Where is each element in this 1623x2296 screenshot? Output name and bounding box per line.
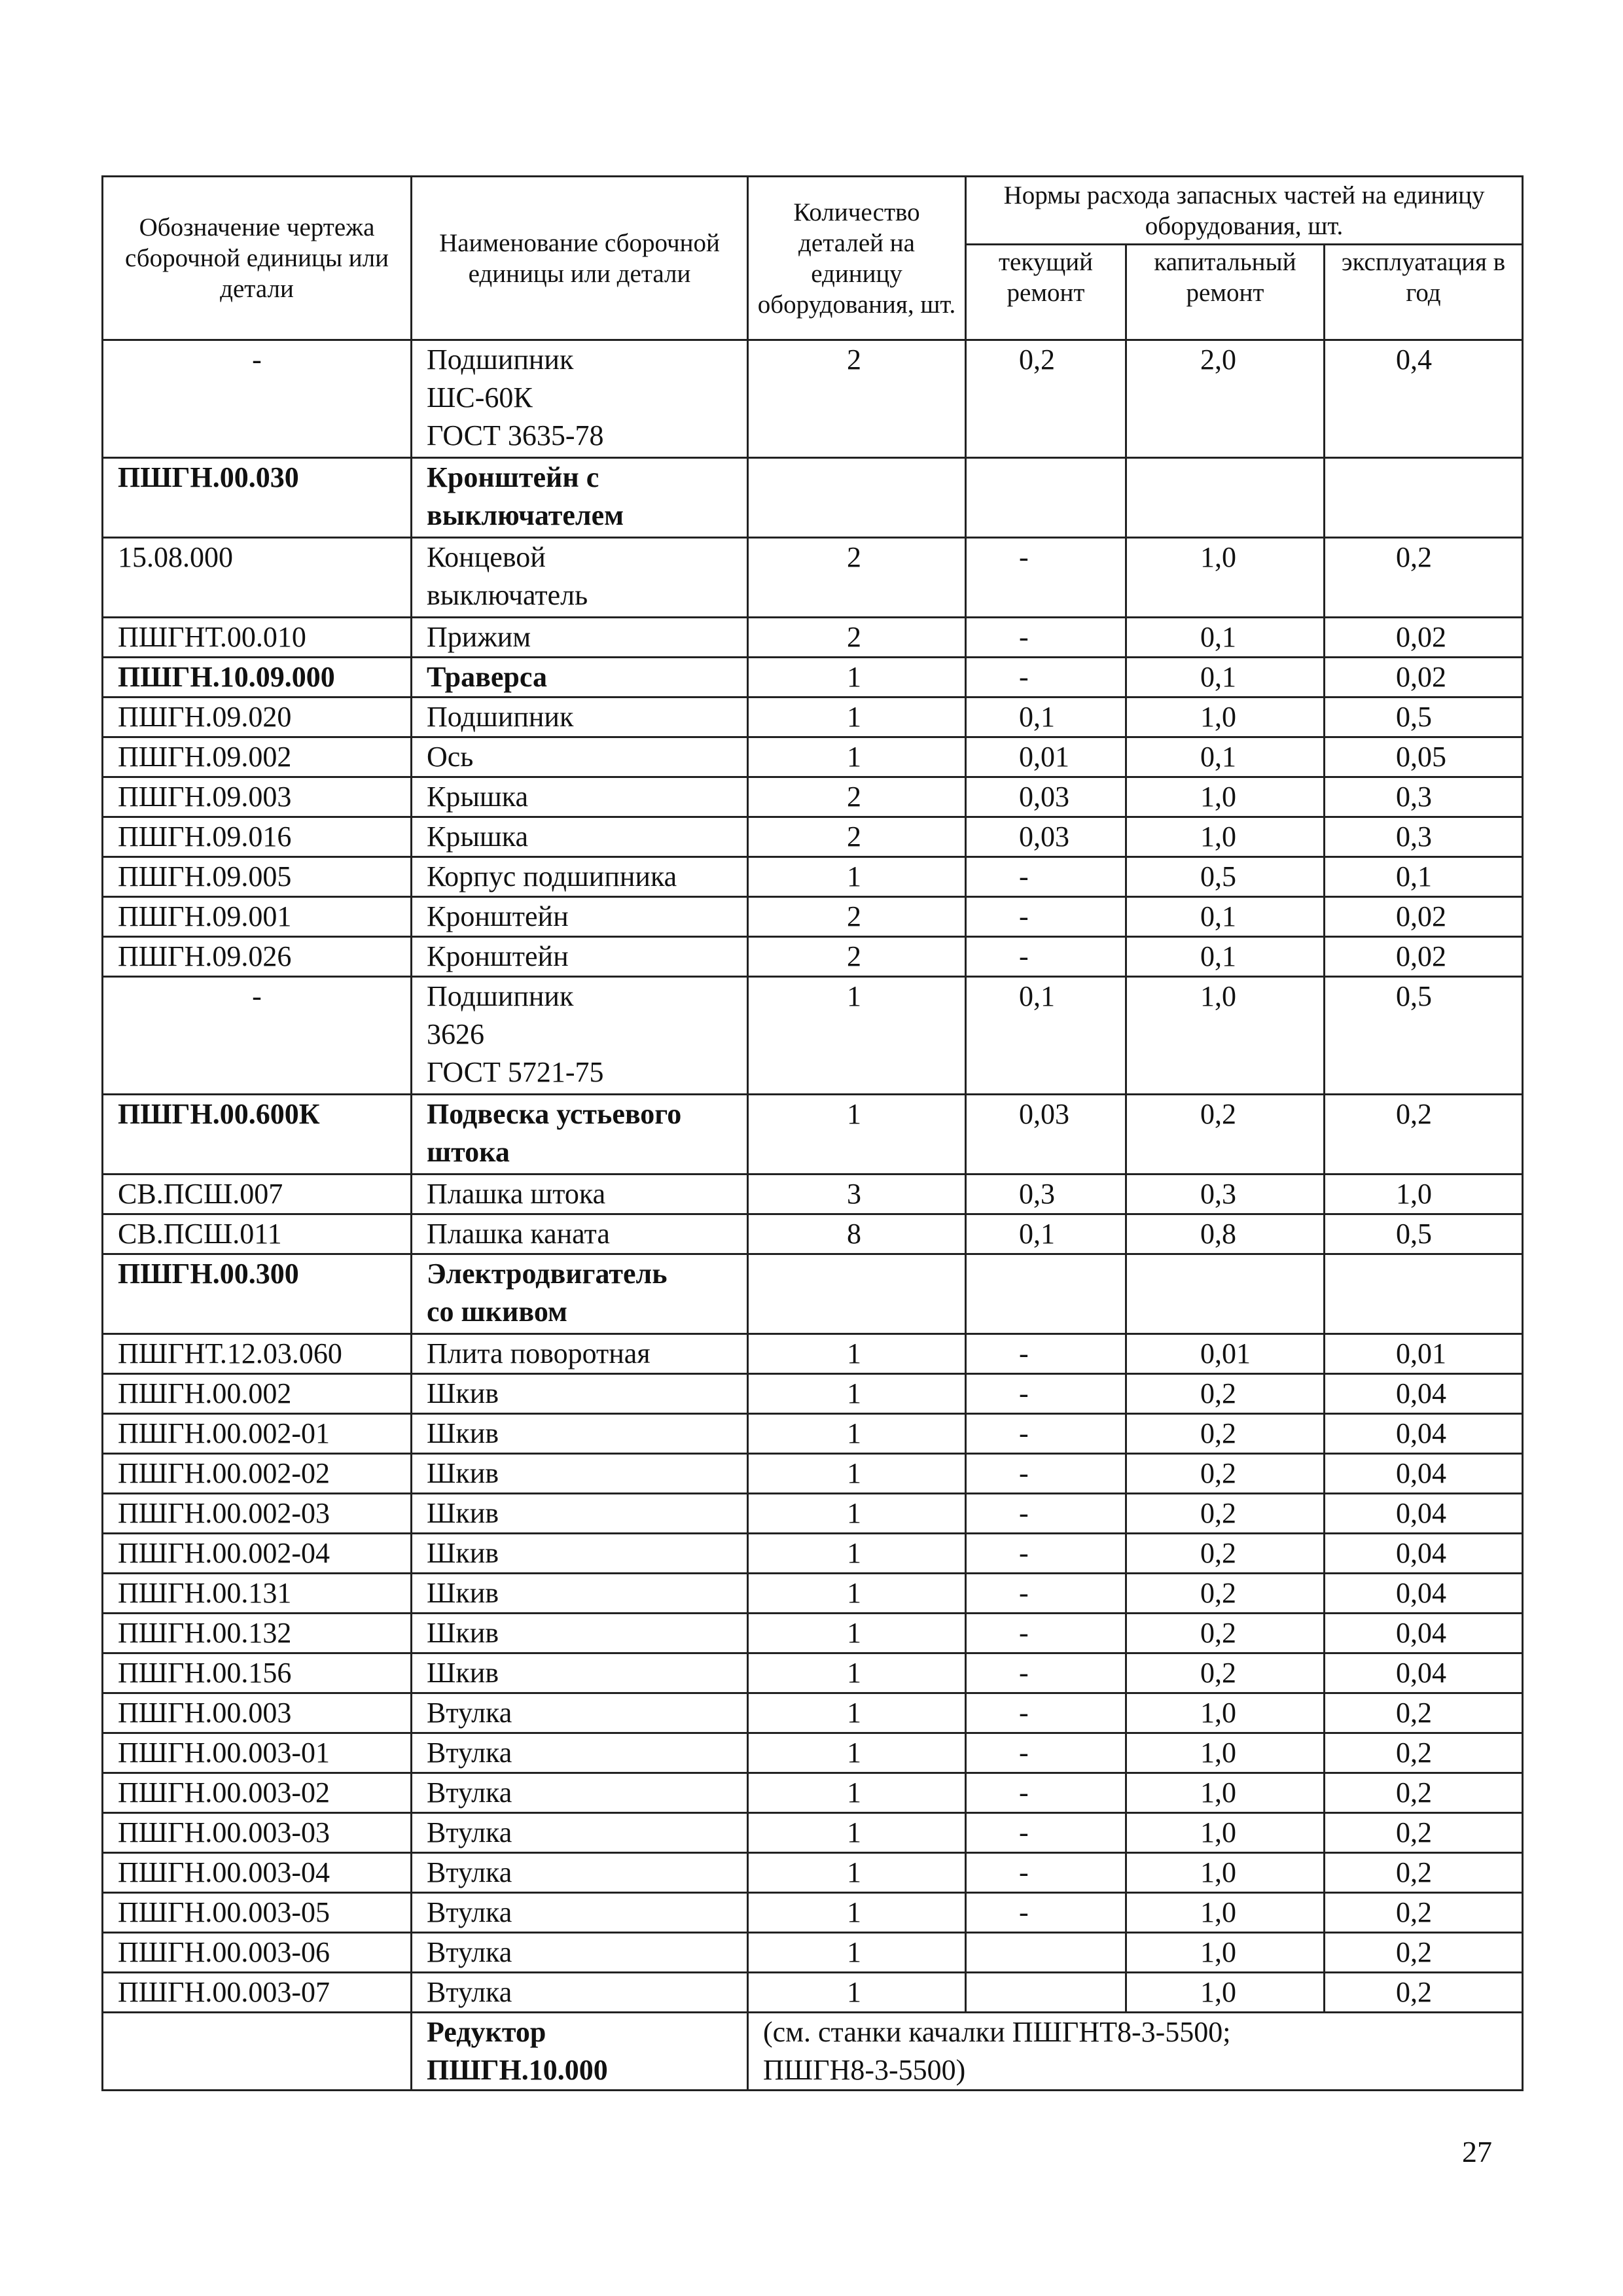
cell-code: - xyxy=(103,340,412,458)
table-footer-body xyxy=(103,2013,1523,2091)
cell-name: Шкив xyxy=(412,1574,748,1614)
cell-operation-per-year: 0,3 xyxy=(1325,817,1523,857)
cell-quantity: 1 xyxy=(748,1614,966,1653)
cell-note: (см. станки качалки ПШГНТ8-3-5500; ПШГН8-3-5500) xyxy=(748,2013,1523,2091)
cell-capital-repair: 1,0 xyxy=(1126,1933,1325,1973)
cell-operation-per-year: 0,04 xyxy=(1325,1374,1523,1414)
cell-name: Подшипник xyxy=(412,698,748,737)
cell-code: ПШГНТ.00.010 xyxy=(103,618,412,658)
cell-name: Втулка xyxy=(412,1813,748,1853)
cell-name: Концевой выключатель xyxy=(412,538,748,618)
cell-capital-repair xyxy=(1126,458,1325,538)
cell-name: Крышка xyxy=(412,817,748,857)
cell-name: Шкив xyxy=(412,1374,748,1414)
cell-quantity: 1 xyxy=(748,1494,966,1534)
cell-code: ПШГН.10.09.000 xyxy=(103,658,412,698)
cell-quantity: 1 xyxy=(748,857,966,897)
spare-parts-table xyxy=(101,175,1524,2091)
cell-operation-per-year: 0,2 xyxy=(1325,1693,1523,1733)
cell-name: Плашка каната xyxy=(412,1214,748,1254)
cell-quantity: 1 xyxy=(748,1893,966,1933)
cell-code: ПШГН.00.003 xyxy=(103,1693,412,1733)
header-designation: Обозначение чертежа сборочной единицы или детали xyxy=(103,177,412,340)
cell-quantity: 1 xyxy=(748,1733,966,1773)
cell-code: ПШГН.00.002-02 xyxy=(103,1454,412,1494)
table-row xyxy=(103,737,1523,777)
header-name: Наименование сборочной единицы или детали xyxy=(412,177,748,340)
cell-quantity: 1 xyxy=(748,1374,966,1414)
table-row xyxy=(103,1334,1523,1374)
cell-current-repair: - xyxy=(966,1853,1126,1893)
cell-capital-repair: 1,0 xyxy=(1126,1893,1325,1933)
cell-current-repair: - xyxy=(966,618,1126,658)
cell-current-repair: - xyxy=(966,937,1126,977)
cell-quantity: 1 xyxy=(748,977,966,1095)
cell-operation-per-year: 0,3 xyxy=(1325,777,1523,817)
cell-operation-per-year: 0,04 xyxy=(1325,1494,1523,1534)
cell-code xyxy=(103,2013,412,2091)
cell-code: ПШГН.00.003-07 xyxy=(103,1973,412,2013)
table-row xyxy=(103,817,1523,857)
cell-current-repair: 0,1 xyxy=(966,698,1126,737)
cell-name: Корпус подшипника xyxy=(412,857,748,897)
cell-operation-per-year xyxy=(1325,1254,1523,1334)
cell-capital-repair: 0,2 xyxy=(1126,1534,1325,1574)
cell-quantity: 1 xyxy=(748,1414,966,1454)
cell-quantity: 1 xyxy=(748,658,966,698)
cell-operation-per-year: 0,02 xyxy=(1325,937,1523,977)
cell-quantity: 1 xyxy=(748,698,966,737)
cell-capital-repair: 0,2 xyxy=(1126,1454,1325,1494)
cell-quantity: 1 xyxy=(748,1095,966,1174)
cell-current-repair: 0,03 xyxy=(966,777,1126,817)
cell-capital-repair: 1,0 xyxy=(1126,698,1325,737)
cell-capital-repair: 0,2 xyxy=(1126,1494,1325,1534)
cell-capital-repair: 1,0 xyxy=(1126,1813,1325,1853)
cell-capital-repair: 2,0 xyxy=(1126,340,1325,458)
cell-operation-per-year: 0,04 xyxy=(1325,1414,1523,1454)
cell-quantity xyxy=(748,1254,966,1334)
cell-name: Кронштейн с выключателем xyxy=(412,458,748,538)
cell-current-repair: - xyxy=(966,538,1126,618)
cell-current-repair xyxy=(966,1254,1126,1334)
cell-current-repair: - xyxy=(966,1653,1126,1693)
cell-capital-repair xyxy=(1126,1254,1325,1334)
cell-quantity: 3 xyxy=(748,1174,966,1214)
cell-code: ПШГН.00.003-01 xyxy=(103,1733,412,1773)
cell-quantity: 2 xyxy=(748,777,966,817)
cell-operation-per-year: 0,04 xyxy=(1325,1534,1523,1574)
cell-current-repair: - xyxy=(966,1534,1126,1574)
cell-quantity: 1 xyxy=(748,1334,966,1374)
gearbox-row xyxy=(103,2013,1523,2091)
header-norms: Нормы расхода запасных частей на единицу оборудования, шт. xyxy=(966,177,1523,245)
cell-code: ПШГН.00.131 xyxy=(103,1574,412,1614)
cell-name: Кронштейн xyxy=(412,937,748,977)
table-row xyxy=(103,777,1523,817)
cell-capital-repair: 1,0 xyxy=(1126,1973,1325,2013)
cell-name: Шкив xyxy=(412,1494,748,1534)
cell-capital-repair: 0,1 xyxy=(1126,658,1325,698)
cell-code: ПШГН.00.030 xyxy=(103,458,412,538)
cell-code: 15.08.000 xyxy=(103,538,412,618)
table-row xyxy=(103,1254,1523,1334)
cell-name: Траверса xyxy=(412,658,748,698)
cell-capital-repair: 1,0 xyxy=(1126,538,1325,618)
table-row xyxy=(103,1494,1523,1534)
cell-quantity: 1 xyxy=(748,737,966,777)
table-header xyxy=(103,177,1523,340)
table-row xyxy=(103,897,1523,937)
cell-operation-per-year: 0,5 xyxy=(1325,698,1523,737)
cell-capital-repair: 1,0 xyxy=(1126,977,1325,1095)
table-row xyxy=(103,1454,1523,1494)
table-row xyxy=(103,1095,1523,1174)
table-row xyxy=(103,977,1523,1095)
cell-capital-repair: 1,0 xyxy=(1126,1773,1325,1813)
cell-operation-per-year: 0,02 xyxy=(1325,897,1523,937)
cell-operation-per-year: 0,2 xyxy=(1325,1973,1523,2013)
cell-operation-per-year: 0,04 xyxy=(1325,1454,1523,1494)
page-number: 27 xyxy=(1462,2135,1492,2168)
cell-name: Подшипник 3626 ГОСТ 5721-75 xyxy=(412,977,748,1095)
cell-quantity: 1 xyxy=(748,1653,966,1693)
cell-quantity: 1 xyxy=(748,1773,966,1813)
table-row xyxy=(103,1653,1523,1693)
cell-code: - xyxy=(103,977,412,1095)
cell-code: ПШГН.00.003-04 xyxy=(103,1853,412,1893)
cell-quantity: 1 xyxy=(748,1454,966,1494)
header-quantity: Количество деталей на единицу оборудования, шт. xyxy=(748,177,966,340)
cell-name: Кронштейн xyxy=(412,897,748,937)
cell-operation-per-year: 0,4 xyxy=(1325,340,1523,458)
cell-code: ПШГН.00.600К xyxy=(103,1095,412,1174)
cell-capital-repair: 0,2 xyxy=(1126,1574,1325,1614)
cell-capital-repair: 0,1 xyxy=(1126,897,1325,937)
table-row xyxy=(103,458,1523,538)
cell-current-repair: - xyxy=(966,1773,1126,1813)
table-row xyxy=(103,340,1523,458)
cell-quantity: 1 xyxy=(748,1973,966,2013)
cell-code: ПШГН.00.132 xyxy=(103,1614,412,1653)
table-row xyxy=(103,1733,1523,1773)
header-operation-per-year: эксплуатация в год xyxy=(1325,245,1523,340)
cell-operation-per-year: 0,01 xyxy=(1325,1334,1523,1374)
table-row xyxy=(103,1853,1523,1893)
cell-code: ПШГН.00.003-02 xyxy=(103,1773,412,1813)
cell-current-repair: 0,01 xyxy=(966,737,1126,777)
table-row xyxy=(103,1534,1523,1574)
cell-capital-repair: 1,0 xyxy=(1126,1733,1325,1773)
cell-capital-repair: 1,0 xyxy=(1126,1853,1325,1893)
cell-code: ПШГН.00.002-04 xyxy=(103,1534,412,1574)
table-row xyxy=(103,658,1523,698)
cell-quantity xyxy=(748,458,966,538)
cell-capital-repair: 0,1 xyxy=(1126,937,1325,977)
table-row xyxy=(103,538,1523,618)
cell-operation-per-year: 0,02 xyxy=(1325,618,1523,658)
cell-capital-repair: 0,01 xyxy=(1126,1334,1325,1374)
table-row xyxy=(103,1374,1523,1414)
cell-name: Крышка xyxy=(412,777,748,817)
cell-current-repair: - xyxy=(966,1693,1126,1733)
cell-operation-per-year: 0,2 xyxy=(1325,538,1523,618)
cell-code: СВ.ПСШ.007 xyxy=(103,1174,412,1214)
cell-quantity: 2 xyxy=(748,817,966,857)
table-row xyxy=(103,1973,1523,2013)
table-row xyxy=(103,1693,1523,1733)
cell-name: Шкив xyxy=(412,1614,748,1653)
cell-operation-per-year xyxy=(1325,458,1523,538)
cell-current-repair: 0,1 xyxy=(966,1214,1126,1254)
cell-code: ПШГН.00.003-05 xyxy=(103,1893,412,1933)
cell-current-repair: - xyxy=(966,1454,1126,1494)
cell-quantity: 2 xyxy=(748,937,966,977)
cell-name: Подшипник ШС-60К ГОСТ 3635-78 xyxy=(412,340,748,458)
cell-name: Редуктор ПШГН.10.000 xyxy=(412,2013,748,2091)
cell-code: ПШГН.00.300 xyxy=(103,1254,412,1334)
cell-current-repair: - xyxy=(966,658,1126,698)
cell-quantity: 1 xyxy=(748,1693,966,1733)
cell-capital-repair: 1,0 xyxy=(1126,817,1325,857)
cell-capital-repair: 0,2 xyxy=(1126,1374,1325,1414)
cell-quantity: 2 xyxy=(748,618,966,658)
cell-operation-per-year: 0,04 xyxy=(1325,1574,1523,1614)
cell-capital-repair: 0,5 xyxy=(1126,857,1325,897)
cell-current-repair: - xyxy=(966,857,1126,897)
cell-current-repair: 0,1 xyxy=(966,977,1126,1095)
cell-code: ПШГН.00.002 xyxy=(103,1374,412,1414)
cell-name: Шкив xyxy=(412,1653,748,1693)
table-row xyxy=(103,1933,1523,1973)
table-row xyxy=(103,618,1523,658)
cell-current-repair: - xyxy=(966,1574,1126,1614)
table-body xyxy=(103,340,1523,2013)
cell-operation-per-year: 0,2 xyxy=(1325,1813,1523,1853)
cell-code: ПШГН.09.001 xyxy=(103,897,412,937)
table-row xyxy=(103,1893,1523,1933)
cell-name: Втулка xyxy=(412,1893,748,1933)
cell-current-repair xyxy=(966,1933,1126,1973)
cell-current-repair: - xyxy=(966,1374,1126,1414)
cell-capital-repair: 0,2 xyxy=(1126,1414,1325,1454)
cell-quantity: 2 xyxy=(748,340,966,458)
cell-name: Прижим xyxy=(412,618,748,658)
cell-name: Подвеска устьевого штока xyxy=(412,1095,748,1174)
table-row xyxy=(103,857,1523,897)
cell-capital-repair: 0,1 xyxy=(1126,737,1325,777)
cell-code: ПШГН.00.003-03 xyxy=(103,1813,412,1853)
table-row xyxy=(103,698,1523,737)
cell-capital-repair: 0,2 xyxy=(1126,1095,1325,1174)
table-row xyxy=(103,1773,1523,1813)
cell-name: Плашка штока xyxy=(412,1174,748,1214)
cell-capital-repair: 0,2 xyxy=(1126,1614,1325,1653)
cell-operation-per-year: 1,0 xyxy=(1325,1174,1523,1214)
cell-code: ПШГН.00.156 xyxy=(103,1653,412,1693)
cell-code: ПШГН.09.026 xyxy=(103,937,412,977)
cell-current-repair: - xyxy=(966,1733,1126,1773)
cell-capital-repair: 0,8 xyxy=(1126,1214,1325,1254)
cell-capital-repair: 1,0 xyxy=(1126,777,1325,817)
cell-code: ПШГНТ.12.03.060 xyxy=(103,1334,412,1374)
cell-name: Втулка xyxy=(412,1693,748,1733)
cell-current-repair: 0,03 xyxy=(966,1095,1126,1174)
table-row xyxy=(103,937,1523,977)
cell-name: Плита поворотная xyxy=(412,1334,748,1374)
cell-capital-repair: 0,1 xyxy=(1126,618,1325,658)
cell-operation-per-year: 0,04 xyxy=(1325,1653,1523,1693)
table-row xyxy=(103,1214,1523,1254)
cell-code: ПШГН.09.020 xyxy=(103,698,412,737)
cell-quantity: 1 xyxy=(748,1933,966,1973)
cell-current-repair xyxy=(966,458,1126,538)
cell-quantity: 2 xyxy=(748,897,966,937)
cell-current-repair: - xyxy=(966,1813,1126,1853)
cell-quantity: 8 xyxy=(748,1214,966,1254)
table-row xyxy=(103,1614,1523,1653)
cell-code: ПШГН.00.003-06 xyxy=(103,1933,412,1973)
cell-operation-per-year: 0,02 xyxy=(1325,658,1523,698)
header-capital-repair: капитальный ремонт xyxy=(1126,245,1325,340)
cell-quantity: 1 xyxy=(748,1574,966,1614)
table-row xyxy=(103,1174,1523,1214)
cell-code: СВ.ПСШ.011 xyxy=(103,1214,412,1254)
cell-name: Втулка xyxy=(412,1933,748,1973)
cell-name: Шкив xyxy=(412,1534,748,1574)
table-row xyxy=(103,1414,1523,1454)
cell-operation-per-year: 0,2 xyxy=(1325,1893,1523,1933)
cell-name: Шкив xyxy=(412,1414,748,1454)
cell-name: Электродвигатель со шкивом xyxy=(412,1254,748,1334)
cell-operation-per-year: 0,2 xyxy=(1325,1933,1523,1973)
cell-operation-per-year: 0,2 xyxy=(1325,1773,1523,1813)
cell-current-repair xyxy=(966,1973,1126,2013)
cell-operation-per-year: 0,2 xyxy=(1325,1853,1523,1893)
cell-name: Шкив xyxy=(412,1454,748,1494)
cell-current-repair: - xyxy=(966,897,1126,937)
cell-quantity: 2 xyxy=(748,538,966,618)
cell-code: ПШГН.00.002-03 xyxy=(103,1494,412,1534)
cell-current-repair: 0,03 xyxy=(966,817,1126,857)
table-row xyxy=(103,1813,1523,1853)
cell-code: ПШГН.09.005 xyxy=(103,857,412,897)
cell-code: ПШГН.00.002-01 xyxy=(103,1414,412,1454)
cell-quantity: 1 xyxy=(748,1853,966,1893)
cell-capital-repair: 0,2 xyxy=(1126,1653,1325,1693)
cell-name: Втулка xyxy=(412,1973,748,2013)
cell-operation-per-year: 0,1 xyxy=(1325,857,1523,897)
cell-capital-repair: 1,0 xyxy=(1126,1693,1325,1733)
cell-current-repair: - xyxy=(966,1893,1126,1933)
cell-operation-per-year: 0,5 xyxy=(1325,977,1523,1095)
cell-name: Втулка xyxy=(412,1733,748,1773)
cell-current-repair: 0,3 xyxy=(966,1174,1126,1214)
cell-code: ПШГН.09.002 xyxy=(103,737,412,777)
table-row xyxy=(103,1574,1523,1614)
cell-quantity: 1 xyxy=(748,1813,966,1853)
header-current-repair: текущий ремонт xyxy=(966,245,1126,340)
cell-current-repair: - xyxy=(966,1614,1126,1653)
cell-name: Втулка xyxy=(412,1773,748,1813)
cell-code: ПШГН.09.003 xyxy=(103,777,412,817)
cell-current-repair: - xyxy=(966,1334,1126,1374)
cell-operation-per-year: 0,05 xyxy=(1325,737,1523,777)
cell-operation-per-year: 0,5 xyxy=(1325,1214,1523,1254)
cell-name: Ось xyxy=(412,737,748,777)
cell-operation-per-year: 0,2 xyxy=(1325,1095,1523,1174)
cell-capital-repair: 0,3 xyxy=(1126,1174,1325,1214)
cell-name: Втулка xyxy=(412,1853,748,1893)
cell-current-repair: - xyxy=(966,1414,1126,1454)
cell-current-repair: - xyxy=(966,1494,1126,1534)
cell-current-repair: 0,2 xyxy=(966,340,1126,458)
cell-code: ПШГН.09.016 xyxy=(103,817,412,857)
cell-operation-per-year: 0,04 xyxy=(1325,1614,1523,1653)
cell-operation-per-year: 0,2 xyxy=(1325,1733,1523,1773)
cell-quantity: 1 xyxy=(748,1534,966,1574)
